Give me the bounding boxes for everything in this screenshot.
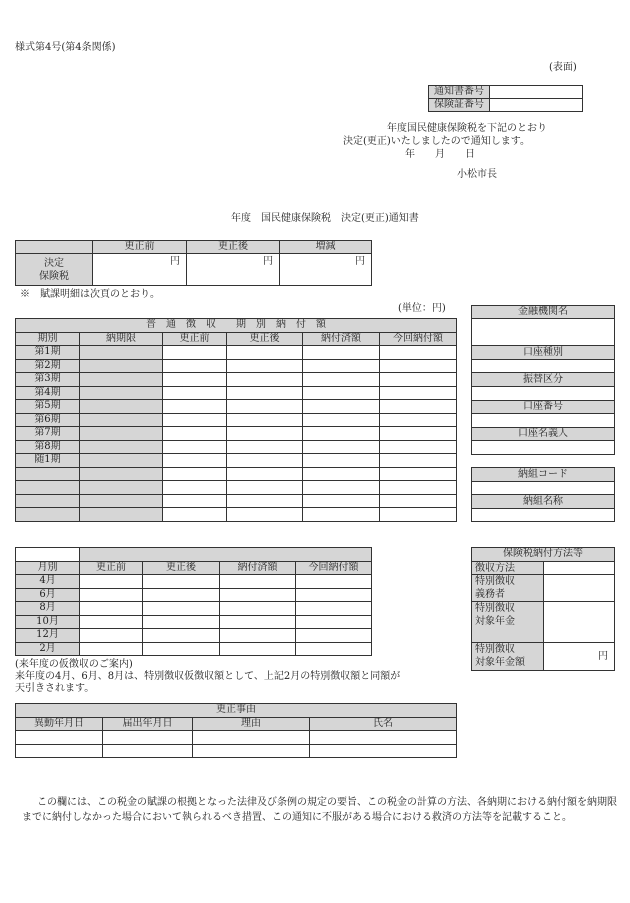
after-correction-cell xyxy=(143,575,220,589)
month-label: 10月 xyxy=(16,616,80,630)
after-correction-cell xyxy=(227,495,303,509)
withholding-agent-label: 特別徴収 義務者 xyxy=(472,575,544,602)
insurance-card-number-label: 保険証番号 xyxy=(429,99,490,112)
current-payment-cell xyxy=(296,602,372,616)
summary-after-amount: 円 xyxy=(187,254,280,286)
current-payment-cell xyxy=(380,427,457,441)
group-name-label: 納組名称 xyxy=(472,495,615,509)
notice-line-2: 決定(更正)いたしましたので通知します。 xyxy=(343,136,531,147)
summary-before-amount: 円 xyxy=(93,254,187,286)
period-label: 第2期 xyxy=(16,360,80,374)
provisional-notice-line-2: 天引きされます。 xyxy=(15,683,95,694)
current-payment-cell xyxy=(380,481,457,495)
current-payment-cell xyxy=(380,414,457,428)
due-date-cell xyxy=(80,387,163,401)
current-payment-cell xyxy=(380,346,457,360)
paid-amount-cell xyxy=(220,575,296,589)
group-code-value xyxy=(472,482,615,495)
due-date-cell xyxy=(80,495,163,509)
month-label: 12月 xyxy=(16,629,80,643)
paid-amount-cell xyxy=(303,373,380,387)
paid-amount-cell xyxy=(303,468,380,482)
current-payment-cell xyxy=(296,589,372,603)
header-name: 氏名 xyxy=(310,718,457,732)
payment-group-table xyxy=(471,467,615,522)
account-number-label: 口座番号 xyxy=(472,401,615,414)
header-before-correction: 更正前 xyxy=(163,333,227,347)
provisional-notice-line-1: 来年度の4月、6月、8月は、特別徴収仮徴収額として、上記2月の特別徴収額と同額が xyxy=(15,671,401,682)
paid-amount-cell xyxy=(220,602,296,616)
summary-row-label: 決定 保険税 xyxy=(16,254,93,286)
after-correction-cell xyxy=(227,427,303,441)
special-collection-title-bar xyxy=(80,548,372,562)
summary-corner-cell xyxy=(16,241,93,254)
current-payment-cell xyxy=(380,508,457,522)
after-correction-cell xyxy=(227,346,303,360)
current-payment-cell xyxy=(380,373,457,387)
transfer-category-label: 振替区分 xyxy=(472,373,615,387)
header-reason: 理由 xyxy=(193,718,310,732)
change-date-cell xyxy=(16,745,103,759)
paid-amount-cell xyxy=(303,414,380,428)
current-payment-cell xyxy=(296,629,372,643)
paid-amount-cell xyxy=(303,387,380,401)
summary-header-change: 増減 xyxy=(280,241,372,254)
current-payment-cell xyxy=(296,616,372,630)
paid-amount-cell xyxy=(303,508,380,522)
current-payment-cell xyxy=(380,360,457,374)
month-label: 8月 xyxy=(16,602,80,616)
target-pension-label: 特別徴収 対象年金 xyxy=(472,602,544,643)
before-correction-cell xyxy=(163,414,227,428)
bank-name-label: 金融機関名 xyxy=(472,306,615,319)
before-correction-cell xyxy=(163,427,227,441)
summary-header-before: 更正前 xyxy=(93,241,187,254)
after-correction-cell xyxy=(143,602,220,616)
paid-amount-cell xyxy=(303,495,380,509)
correction-reason-title: 更正事由 xyxy=(16,704,457,718)
target-pension-amount-label: 特別徴収 対象年金額 xyxy=(472,643,544,671)
header-paid-amount: 納付済額 xyxy=(220,562,296,576)
after-correction-cell xyxy=(143,616,220,630)
before-correction-cell xyxy=(163,400,227,414)
after-correction-cell xyxy=(143,589,220,603)
header-period: 期別 xyxy=(16,333,80,347)
header-after-correction: 更正後 xyxy=(227,333,303,347)
installment-table-title: 普 通 徴 収 期 別 納 付 額 xyxy=(16,319,457,333)
collection-method-value xyxy=(544,562,615,576)
account-type-value xyxy=(472,360,615,373)
insurance-card-number-value xyxy=(490,99,583,112)
filing-date-cell xyxy=(103,745,193,759)
current-payment-cell xyxy=(296,575,372,589)
header-filing-date: 届出年月日 xyxy=(103,718,193,732)
current-payment-cell xyxy=(380,454,457,468)
current-payment-cell xyxy=(380,441,457,455)
after-correction-cell xyxy=(227,400,303,414)
group-name-value xyxy=(472,509,615,522)
after-correction-cell xyxy=(143,629,220,643)
before-correction-cell xyxy=(163,495,227,509)
withholding-agent-value xyxy=(544,575,615,602)
period-label: 第6期 xyxy=(16,414,80,428)
period-label: 第5期 xyxy=(16,400,80,414)
due-date-cell xyxy=(80,360,163,374)
header-after-correction: 更正後 xyxy=(143,562,220,576)
before-correction-cell xyxy=(80,643,143,657)
notice-number-value xyxy=(490,86,583,99)
period-label: 第4期 xyxy=(16,387,80,401)
period-label xyxy=(16,495,80,509)
period-label: 第8期 xyxy=(16,441,80,455)
after-correction-cell xyxy=(227,468,303,482)
notice-number-label: 通知書番号 xyxy=(429,86,490,99)
before-correction-cell xyxy=(163,441,227,455)
paid-amount-cell xyxy=(303,346,380,360)
after-correction-cell xyxy=(143,643,220,657)
name-cell xyxy=(310,745,457,759)
paid-amount-cell xyxy=(303,454,380,468)
after-correction-cell xyxy=(227,441,303,455)
due-date-cell xyxy=(80,508,163,522)
period-label: 第7期 xyxy=(16,427,80,441)
document-title: 年度 国民健康保険税 決定(更正)通知書 xyxy=(231,213,419,224)
before-correction-cell xyxy=(163,468,227,482)
summary-table xyxy=(15,240,372,286)
current-payment-cell xyxy=(380,387,457,401)
period-label xyxy=(16,508,80,522)
special-collection-table xyxy=(15,547,372,656)
before-correction-cell xyxy=(163,481,227,495)
header-paid-amount: 納付済額 xyxy=(303,333,380,347)
account-type-label: 口座種別 xyxy=(472,346,615,360)
period-label xyxy=(16,468,80,482)
payment-method-title: 保険税納付方法等 xyxy=(472,548,615,562)
target-pension-amount-value: 円 xyxy=(544,643,615,671)
due-date-cell xyxy=(80,346,163,360)
collection-method-label: 徴収方法 xyxy=(472,562,544,576)
due-date-cell xyxy=(80,427,163,441)
paid-amount-cell xyxy=(303,427,380,441)
before-correction-cell xyxy=(80,602,143,616)
issuer-name: 小松市長 xyxy=(457,169,497,180)
summary-change-amount: 円 xyxy=(280,254,372,286)
account-holder-value xyxy=(472,441,615,455)
before-correction-cell xyxy=(163,454,227,468)
paid-amount-cell xyxy=(303,400,380,414)
reason-cell xyxy=(193,731,310,745)
bank-name-value xyxy=(472,319,615,346)
period-label xyxy=(16,481,80,495)
due-date-cell xyxy=(80,481,163,495)
payment-method-table xyxy=(471,547,615,671)
group-code-label: 納組コード xyxy=(472,468,615,482)
due-date-cell xyxy=(80,468,163,482)
special-collection-corner-cell xyxy=(16,548,80,562)
due-date-cell xyxy=(80,414,163,428)
reason-cell xyxy=(193,745,310,759)
installment-table xyxy=(15,318,457,522)
current-payment-cell xyxy=(296,643,372,657)
form-id: 様式第4号(第4条関係) xyxy=(15,42,116,53)
month-label: 6月 xyxy=(16,589,80,603)
paid-amount-cell xyxy=(220,616,296,630)
period-label: 第1期 xyxy=(16,346,80,360)
current-payment-cell xyxy=(380,400,457,414)
paid-amount-cell xyxy=(303,441,380,455)
before-correction-cell xyxy=(80,589,143,603)
before-correction-cell xyxy=(80,575,143,589)
paid-amount-cell xyxy=(220,629,296,643)
before-correction-cell xyxy=(163,373,227,387)
header-current-payment: 今回納付額 xyxy=(380,333,457,347)
page-side-label: (表面) xyxy=(549,62,577,73)
after-correction-cell xyxy=(227,414,303,428)
correction-reason-table xyxy=(15,703,457,758)
notice-date: 年 月 日 xyxy=(405,149,475,160)
header-month: 月別 xyxy=(16,562,80,576)
target-pension-value xyxy=(544,602,615,643)
paid-amount-cell xyxy=(303,360,380,374)
before-correction-cell xyxy=(163,508,227,522)
account-holder-label: 口座名義人 xyxy=(472,428,615,441)
notice-line-1: 年度国民健康保険税を下記のとおり xyxy=(387,123,547,134)
due-date-cell xyxy=(80,400,163,414)
after-correction-cell xyxy=(227,508,303,522)
paid-amount-cell xyxy=(220,643,296,657)
before-correction-cell xyxy=(163,387,227,401)
change-date-cell xyxy=(16,731,103,745)
after-correction-cell xyxy=(227,360,303,374)
after-correction-cell xyxy=(227,454,303,468)
header-due-date: 納期限 xyxy=(80,333,163,347)
before-correction-cell xyxy=(163,360,227,374)
filing-date-cell xyxy=(103,731,193,745)
after-correction-cell xyxy=(227,481,303,495)
header-change-date: 異動年月日 xyxy=(16,718,103,732)
month-label: 4月 xyxy=(16,575,80,589)
before-correction-cell xyxy=(80,616,143,630)
period-label: 第3期 xyxy=(16,373,80,387)
due-date-cell xyxy=(80,454,163,468)
footer-note-line-1: この欄には、この税金の賦課の根拠となった法律及び条例の規定の要旨、この税金の計算の方法、各納期における納付額を納期限 xyxy=(37,797,617,808)
header-current-payment: 今回納付額 xyxy=(296,562,372,576)
account-number-value xyxy=(472,414,615,428)
before-correction-cell xyxy=(80,629,143,643)
header-before-correction: 更正前 xyxy=(80,562,143,576)
paid-amount-cell xyxy=(303,481,380,495)
current-payment-cell xyxy=(380,495,457,509)
summary-header-after: 更正後 xyxy=(187,241,280,254)
transfer-category-value xyxy=(472,387,615,401)
bank-account-table xyxy=(471,305,615,455)
due-date-cell xyxy=(80,441,163,455)
due-date-cell xyxy=(80,373,163,387)
unit-note: (単位：円) xyxy=(398,303,446,314)
month-label: 2月 xyxy=(16,643,80,657)
id-number-table xyxy=(428,85,583,112)
before-correction-cell xyxy=(163,346,227,360)
current-payment-cell xyxy=(380,468,457,482)
period-label: 随1期 xyxy=(16,454,80,468)
paid-amount-cell xyxy=(220,589,296,603)
after-correction-cell xyxy=(227,373,303,387)
name-cell xyxy=(310,731,457,745)
after-correction-cell xyxy=(227,387,303,401)
summary-note: ※ 賦課明細は次頁のとおり。 xyxy=(20,289,160,300)
footer-note-line-2: までに納付しなかった場合において執られるべき措置、この通知に不服がある場合における救済の方法等を記載すること。 xyxy=(22,812,572,823)
provisional-notice-heading: (来年度の仮徴収のご案内) xyxy=(15,659,133,670)
